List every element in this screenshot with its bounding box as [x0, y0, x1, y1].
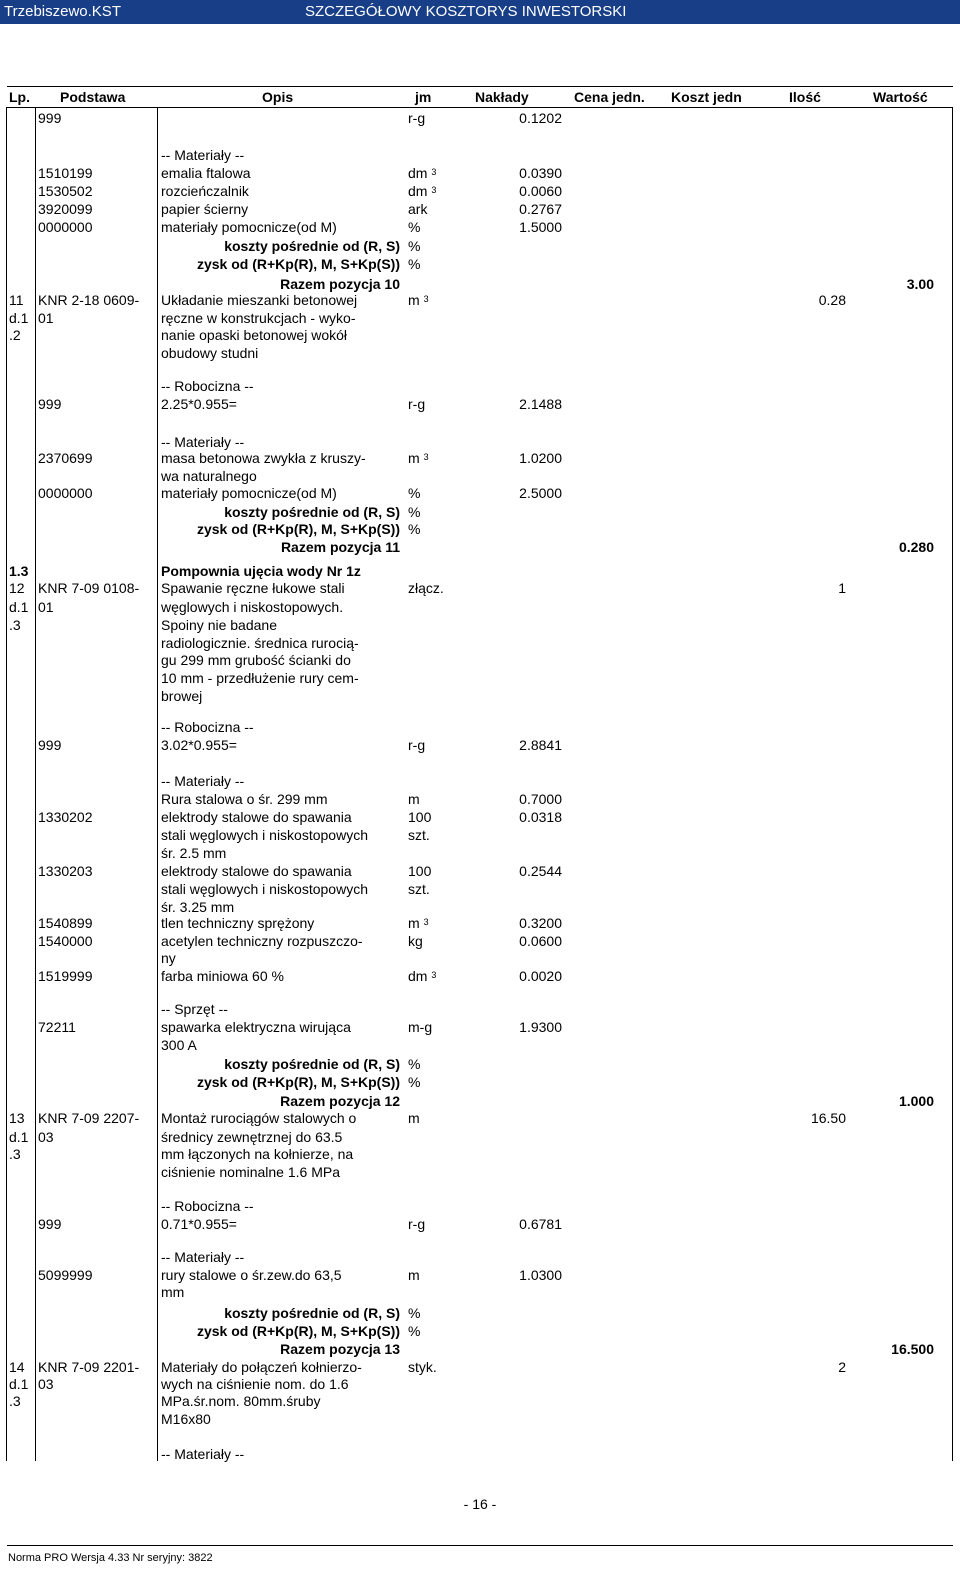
cell-opis: stali węglowych i niskostopowych — [161, 881, 368, 897]
cell-jm: m — [408, 791, 420, 807]
cell-opis: stali węglowych i niskostopowych — [161, 827, 368, 843]
cell-naklady: 0.0020 — [519, 968, 562, 984]
cell-opis: -- Materiały -- — [161, 1446, 245, 1462]
cell-naklady: 0.1202 — [519, 110, 562, 126]
cell-podstawa: 999 — [38, 396, 62, 412]
cell-jm: % — [408, 1305, 421, 1321]
cell-lp: .3 — [9, 617, 21, 633]
cell-ilosc: 1 — [838, 580, 846, 596]
cell-naklady: 0.3200 — [519, 915, 562, 931]
cell-opis: acetylen techniczny rozpuszczo- — [161, 933, 363, 949]
cell-opis: -- Materiały -- — [161, 434, 245, 450]
cell-lp: 13 — [9, 1110, 25, 1126]
cell-opis: mm — [161, 1284, 185, 1300]
cell-opis: elektrody stalowe do spawania — [161, 809, 352, 825]
cell-opis: -- Robocizna -- — [161, 719, 254, 735]
cell-wartosc: 3.00 — [906, 276, 934, 292]
cell-podstawa: 1540000 — [38, 933, 93, 949]
cell-opis: -- Robocizna -- — [161, 1198, 254, 1214]
cell-opis: ręczne w konstrukcjach - wyko- — [161, 310, 356, 326]
cell-podstawa: 999 — [38, 1216, 62, 1232]
cell-opis: śr. 3.25 mm — [161, 899, 235, 915]
cell-opis: 300 A — [161, 1037, 197, 1053]
col-lp: Lp. — [9, 89, 30, 105]
cell-lp: d.1 — [9, 1376, 29, 1392]
cell-opis: nanie opaski betonowej wokół — [161, 327, 348, 343]
cell-jm: % — [408, 504, 421, 520]
column-rule — [952, 107, 953, 1461]
cell-opis: śr. 2.5 mm — [161, 845, 227, 861]
unit-exponent: 3 — [423, 917, 429, 927]
cell-podstawa: 999 — [38, 737, 62, 753]
page-number: - 16 - — [463, 1496, 497, 1512]
cell-opis: średnicy zewnętrznej do 63.5 — [161, 1129, 343, 1145]
cell-jm: szt. — [408, 827, 430, 843]
cell-opis: 3.02*0.955= — [161, 737, 237, 753]
cell-naklady: 1.5000 — [519, 219, 562, 235]
cell-podstawa: KNR 7-09 2207- — [38, 1110, 140, 1126]
col-opis: Opis — [262, 89, 294, 105]
cell-opis: zysk od (R+Kp(R), M, S+Kp(S)) — [196, 1074, 400, 1090]
cell-jm: 100 — [408, 809, 432, 825]
cell-jm: m-g — [408, 1019, 433, 1035]
cell-naklady: 0.0600 — [519, 933, 562, 949]
file-name: Trzebiszewo.KST — [4, 3, 121, 20]
cell-opis: Razem pozycja 13 — [280, 1341, 400, 1357]
col-podstawa: Podstawa — [60, 89, 126, 105]
cell-jm: ark — [408, 201, 428, 217]
cell-podstawa: KNR 2-18 0609- — [38, 292, 140, 308]
cell-wartosc: 16.500 — [891, 1341, 934, 1357]
col-naklady: Nakłady — [475, 89, 529, 105]
cell-lp: d.1 — [9, 310, 29, 326]
cell-jm: % — [408, 1056, 421, 1072]
software-note: Norma PRO Wersja 4.33 Nr seryjny: 3822 — [8, 1552, 213, 1564]
cell-jm: dm $^3$ — [408, 968, 437, 984]
cell-opis: mm łączonych na kołnierze, na — [161, 1146, 354, 1162]
cell-opis: materiały pomocnicze(od M) — [161, 485, 337, 501]
cell-podstawa: 1519999 — [38, 968, 93, 984]
cell-opis: Razem pozycja 10 — [280, 276, 400, 292]
cell-opis: radiologicznie. średnica rurocią- — [161, 635, 359, 651]
cell-opis: gu 299 mm grubość ścianki do — [161, 652, 351, 668]
unit-exponent: 3 — [423, 452, 429, 462]
cell-jm: % — [408, 219, 421, 235]
cell-opis: ciśnienie nominalne 1.6 MPa — [161, 1164, 340, 1180]
col-ilosc: Ilość — [789, 89, 821, 105]
cell-opis: Układanie mieszanki betonowej — [161, 292, 358, 308]
cell-podstawa: 999 — [38, 110, 62, 126]
cell-opis: -- Materiały -- — [161, 147, 245, 163]
cell-opis: tlen techniczny sprężony — [161, 915, 315, 931]
cell-jm: dm $^3$ — [408, 165, 437, 181]
cell-lp: 1.3 — [9, 563, 29, 579]
cell-podstawa: KNR 7-09 2201- — [38, 1359, 140, 1375]
cell-opis: papier ścierny — [161, 201, 249, 217]
cell-jm: % — [408, 485, 421, 501]
cell-podstawa: KNR 7-09 0108- — [38, 580, 140, 596]
cell-opis: elektrody stalowe do spawania — [161, 863, 352, 879]
cell-opis: zysk od (R+Kp(R), M, S+Kp(S)) — [196, 1323, 400, 1339]
cell-podstawa: 1330202 — [38, 809, 93, 825]
cell-opis: koszty pośrednie od (R, S) — [224, 504, 400, 520]
page-header — [0, 0, 960, 24]
cell-wartosc: 1.000 — [898, 1093, 934, 1109]
cell-jm: m $^3$ — [408, 292, 429, 308]
cell-naklady: 1.0300 — [519, 1267, 562, 1283]
cell-naklady: 0.0318 — [519, 809, 562, 825]
cell-opis: ny — [161, 950, 176, 966]
cell-opis: obudowy studni — [161, 345, 259, 361]
cell-podstawa: 1530502 — [38, 183, 93, 199]
cell-opis: węglowych i niskostopowych. — [161, 599, 344, 615]
cell-podstawa: 1510199 — [38, 165, 93, 181]
cell-opis: rozcieńczalnik — [161, 183, 249, 199]
col-cena: Cena jedn. — [574, 89, 645, 105]
cell-opis: wa naturalnego — [161, 468, 257, 484]
cell-opis: -- Robocizna -- — [161, 378, 254, 394]
column-rule — [6, 107, 7, 1461]
unit-exponent: 3 — [431, 970, 437, 980]
cell-opis: Razem pozycja 12 — [280, 1093, 400, 1109]
cell-lp: 14 — [9, 1359, 25, 1375]
cell-ilosc: 0.28 — [818, 292, 846, 308]
cell-lp: 11 — [9, 292, 24, 308]
cell-jm: styk. — [408, 1359, 437, 1375]
cell-naklady: 1.9300 — [519, 1019, 562, 1035]
cell-opis: koszty pośrednie od (R, S) — [224, 1056, 400, 1072]
cell-opis: MPa.śr.nom. 80mm.śruby — [161, 1393, 321, 1409]
cell-opis: -- Materiały -- — [161, 1249, 245, 1265]
cell-opis: koszty pośrednie od (R, S) — [224, 238, 400, 254]
cell-podstawa: 3920099 — [38, 201, 93, 217]
cell-jm: r-g — [408, 1216, 426, 1232]
cell-opis: Rura stalowa o śr. 299 mm — [161, 791, 328, 807]
cell-naklady: 0.2544 — [519, 863, 562, 879]
cell-lp: 12 — [9, 580, 25, 596]
cell-opis: -- Sprzęt -- — [161, 1001, 228, 1017]
unit-exponent: 3 — [423, 294, 429, 304]
cell-jm: 100 — [408, 863, 432, 879]
cell-jm: r-g — [408, 737, 426, 753]
cell-jm: m $^3$ — [408, 915, 429, 931]
cell-opis: 2.25*0.955= — [161, 396, 237, 412]
cell-naklady: 0.2767 — [519, 201, 562, 217]
cell-wartosc: 0.280 — [898, 539, 934, 555]
cell-opis: browej — [161, 688, 203, 704]
col-jm: jm — [415, 89, 432, 105]
cell-jm: r-g — [408, 396, 426, 412]
col-wartosc: Wartość — [873, 89, 928, 105]
cell-naklady: 0.0390 — [519, 165, 562, 181]
cell-opis: zysk od (R+Kp(R), M, S+Kp(S)) — [196, 521, 400, 537]
cell-opis: Spoiny nie badane — [161, 617, 277, 633]
cell-podstawa: 0000000 — [38, 485, 93, 501]
cell-opis: materiały pomocnicze(od M) — [161, 219, 337, 235]
cell-opis: masa betonowa zwykła z kruszy- — [161, 450, 366, 466]
cell-jm: dm $^3$ — [408, 183, 437, 199]
cell-naklady: 0.7000 — [519, 791, 562, 807]
cell-podstawa: 1330203 — [38, 863, 93, 879]
cell-naklady: 0.6781 — [519, 1216, 562, 1232]
cell-podstawa: 03 — [38, 1129, 54, 1145]
cell-opis: Razem pozycja 11 — [280, 539, 400, 555]
cell-podstawa: 2370699 — [38, 450, 93, 466]
cell-jm: m $^3$ — [408, 450, 429, 466]
cell-opis: emalia ftalowa — [161, 165, 251, 181]
cell-opis: 10 mm - przedłużenie rury cem- — [161, 670, 359, 686]
cell-jm: % — [408, 1074, 421, 1090]
cell-opis: koszty pośrednie od (R, S) — [224, 1305, 400, 1321]
cell-opis: zysk od (R+Kp(R), M, S+Kp(S)) — [196, 256, 400, 272]
cell-lp: d.1 — [9, 1129, 29, 1145]
cell-opis: Pompownia ujęcia wody Nr 1z — [161, 563, 361, 579]
cell-jm: % — [408, 238, 421, 254]
cell-opis: farba miniowa 60 % — [161, 968, 284, 984]
footer-divider — [7, 1545, 953, 1546]
cell-naklady: 1.0200 — [519, 450, 562, 466]
unit-exponent: 3 — [431, 185, 437, 195]
cell-naklady: 2.1488 — [519, 396, 562, 412]
cell-jm: szt. — [408, 881, 430, 897]
cell-opis: spawarka elektryczna wirująca — [161, 1019, 351, 1035]
column-header-row — [7, 86, 953, 108]
column-rule — [35, 107, 36, 1461]
cell-naklady: 2.8841 — [519, 737, 562, 753]
cell-opis: 0.71*0.955= — [161, 1216, 237, 1232]
cell-opis: wych na ciśnienie nom. do 1.6 — [161, 1376, 349, 1392]
cell-opis: Spawanie ręczne łukowe stali — [161, 580, 345, 596]
cell-podstawa: 0000000 — [38, 219, 93, 235]
document-title: SZCZEGÓŁOWY KOSZTORYS INWESTORSKI — [305, 3, 627, 20]
cell-podstawa: 01 — [38, 310, 54, 326]
cell-podstawa: 01 — [38, 599, 54, 615]
cell-jm: m — [408, 1110, 420, 1126]
cell-naklady: 0.0060 — [519, 183, 562, 199]
cell-opis: Montaż rurociągów stalowych o — [161, 1110, 357, 1126]
cell-jm: złącz. — [408, 580, 444, 596]
column-rule — [157, 107, 158, 1461]
cell-jm: % — [408, 1323, 421, 1339]
cell-podstawa: 72211 — [38, 1019, 76, 1035]
cell-podstawa: 03 — [38, 1376, 54, 1392]
cell-opis: M16x80 — [161, 1411, 211, 1427]
cell-lp: .3 — [9, 1146, 21, 1162]
cell-opis: rury stalowe o śr.zew.do 63,5 — [161, 1267, 342, 1283]
cell-jm: r-g — [408, 110, 426, 126]
cell-ilosc: 16.50 — [810, 1110, 846, 1126]
cell-jm: % — [408, 256, 421, 272]
col-koszt: Koszt jedn — [671, 89, 742, 105]
cell-jm: m — [408, 1267, 420, 1283]
cell-opis: -- Materiały -- — [161, 773, 245, 789]
cell-lp: d.1 — [9, 599, 29, 615]
cell-jm: kg — [408, 933, 423, 949]
cell-opis: Materiały do połączeń kołnierzo- — [161, 1359, 362, 1375]
cell-lp: .3 — [9, 1393, 21, 1409]
cell-naklady: 2.5000 — [519, 485, 562, 501]
cell-lp: .2 — [9, 327, 21, 343]
cell-jm: % — [408, 521, 421, 537]
cell-podstawa: 1540899 — [38, 915, 93, 931]
unit-exponent: 3 — [431, 167, 437, 177]
cell-ilosc: 2 — [838, 1359, 846, 1375]
cell-podstawa: 5099999 — [38, 1267, 93, 1283]
